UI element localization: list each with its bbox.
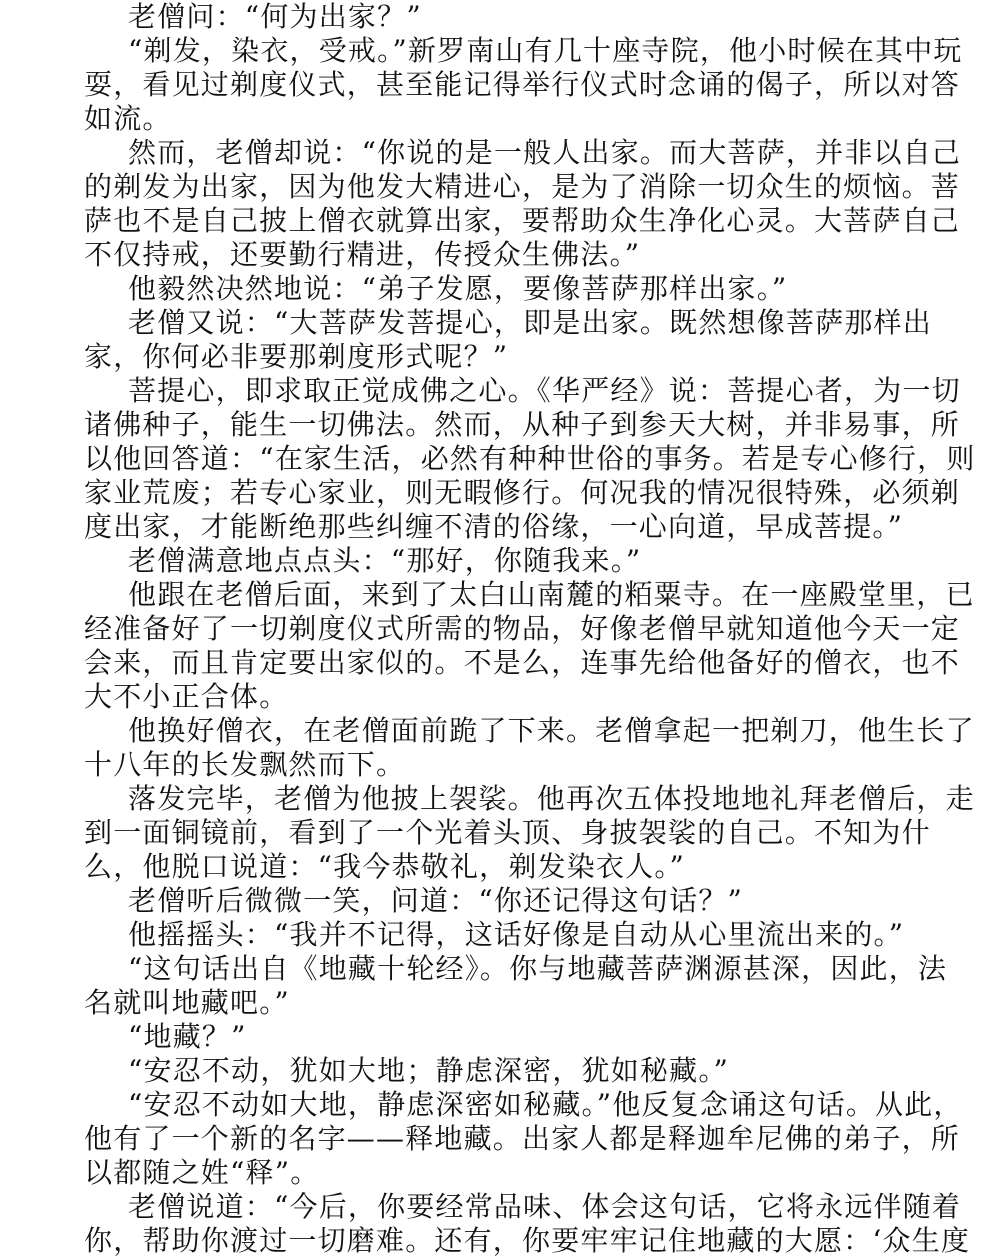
text-line: 他换好僧衣，在老僧面前跪了下来。老僧拿起一把剃刀，他生长了 xyxy=(128,714,975,747)
text-line: 落发完毕，老僧为他披上袈裟。他再次五体投地地礼拜老僧后，走 xyxy=(128,782,975,815)
text-line: 老僧满意地点点头：“那好，你随我来。” xyxy=(128,544,642,577)
text-line: 他跟在老僧后面，来到了太白山南麓的粨粟寺。在一座殿堂里，已 xyxy=(128,578,975,611)
text-line: 以都随之姓“释”。 xyxy=(84,1156,320,1189)
text-line: “安忍不动，犹如大地；静虑深密，犹如秘藏。” xyxy=(128,1054,730,1087)
text-line: 如流。 xyxy=(84,102,172,135)
text-line: 不仅持戒，还要勤行精进，传授众生佛法。” xyxy=(84,238,641,271)
text-line: 他有了一个新的名字——释地藏。出家人都是释迦牟尼佛的弟子，所 xyxy=(84,1122,961,1155)
text-line: “这句话出自《地藏十轮经》。你与地藏菩萨渊源甚深，因此，法 xyxy=(128,952,948,985)
text-line: 么，他脱口说道：“我今恭敬礼，剃发染衣人。” xyxy=(84,850,686,883)
text-line: 萨也不是自己披上僧衣就算出家，要帮助众生净化心灵。大菩萨自己 xyxy=(84,204,961,237)
text-line: 到一面铜镜前，看到了一个光着头顶、身披袈裟的自己。不知为什 xyxy=(84,816,931,849)
text-line: 会来，而且肯定要出家似的。不是么，连事先给他备好的僧衣，也不 xyxy=(84,646,961,679)
text-line: 老僧又说：“大菩萨发菩提心，即是出家。既然想像菩萨那样出 xyxy=(128,306,932,339)
text-line: 老僧问：“何为出家？” xyxy=(128,0,422,33)
text-line: 老僧听后微微一笑，问道：“你还记得这句话？” xyxy=(128,884,744,917)
text-line: 菩提心，即求取正觉成佛之心。《华严经》说：菩提心者，为一切 xyxy=(128,374,961,407)
text-line: 然而，老僧却说：“你说的是一般人出家。而大菩萨，并非以自己 xyxy=(128,136,962,169)
text-line: “地藏？” xyxy=(128,1020,247,1053)
text-line: 他摇摇头：“我并不记得，这话好像是自动从心里流出来的。” xyxy=(128,918,905,951)
text-line: 十八年的长发飘然而下。 xyxy=(84,748,406,781)
text-line: 耍，看见过剃度仪式，甚至能记得举行仪式时念诵的偈子，所以对答 xyxy=(84,68,961,101)
text-line: “安忍不动如大地，静虑深密如秘藏。”他反复念诵这句话。从此， xyxy=(128,1088,963,1121)
text-line: 他毅然决然地说：“弟子发愿，要像菩萨那样出家。” xyxy=(128,272,788,305)
text-line: 诸佛种子，能生一切佛法。然而，从种子到参天大树，并非易事，所 xyxy=(84,408,961,441)
text-line: 度出家，才能断绝那些纠缠不清的俗缘，一心向道，早成菩提。” xyxy=(84,510,904,543)
body-text xyxy=(84,0,976,1258)
text-line: 你，帮助你渡过一切磨难。还有，你要牢牢记住地藏的大愿：‘众生度 xyxy=(84,1224,971,1257)
text-line: 老僧说道：“今后，你要经常品味、体会这句话，它将永远伴随着 xyxy=(128,1190,962,1223)
text-line: 大不小正合体。 xyxy=(84,680,289,713)
text-line: 的剃发为出家，因为他发大精进心，是为了消除一切众生的烦恼。菩 xyxy=(84,170,961,203)
text-line: 以他回答道：“在家生活，必然有种种世俗的事务。若是专心修行，则 xyxy=(84,442,976,475)
text-line: 家业荒废；若专心家业，则无暇修行。何况我的情况很特殊，必须剃 xyxy=(84,476,961,509)
text-line: “剃发，染衣，受戒。”新罗南山有几十座寺院，他小时候在其中玩 xyxy=(128,34,963,67)
text-line: 家，你何必非要那剃度形式呢？” xyxy=(84,340,509,373)
text-line: 经准备好了一切剃度仪式所需的物品，好像老僧早就知道他今天一定 xyxy=(84,612,961,645)
text-line: 名就叫地藏吧。” xyxy=(84,986,290,1019)
